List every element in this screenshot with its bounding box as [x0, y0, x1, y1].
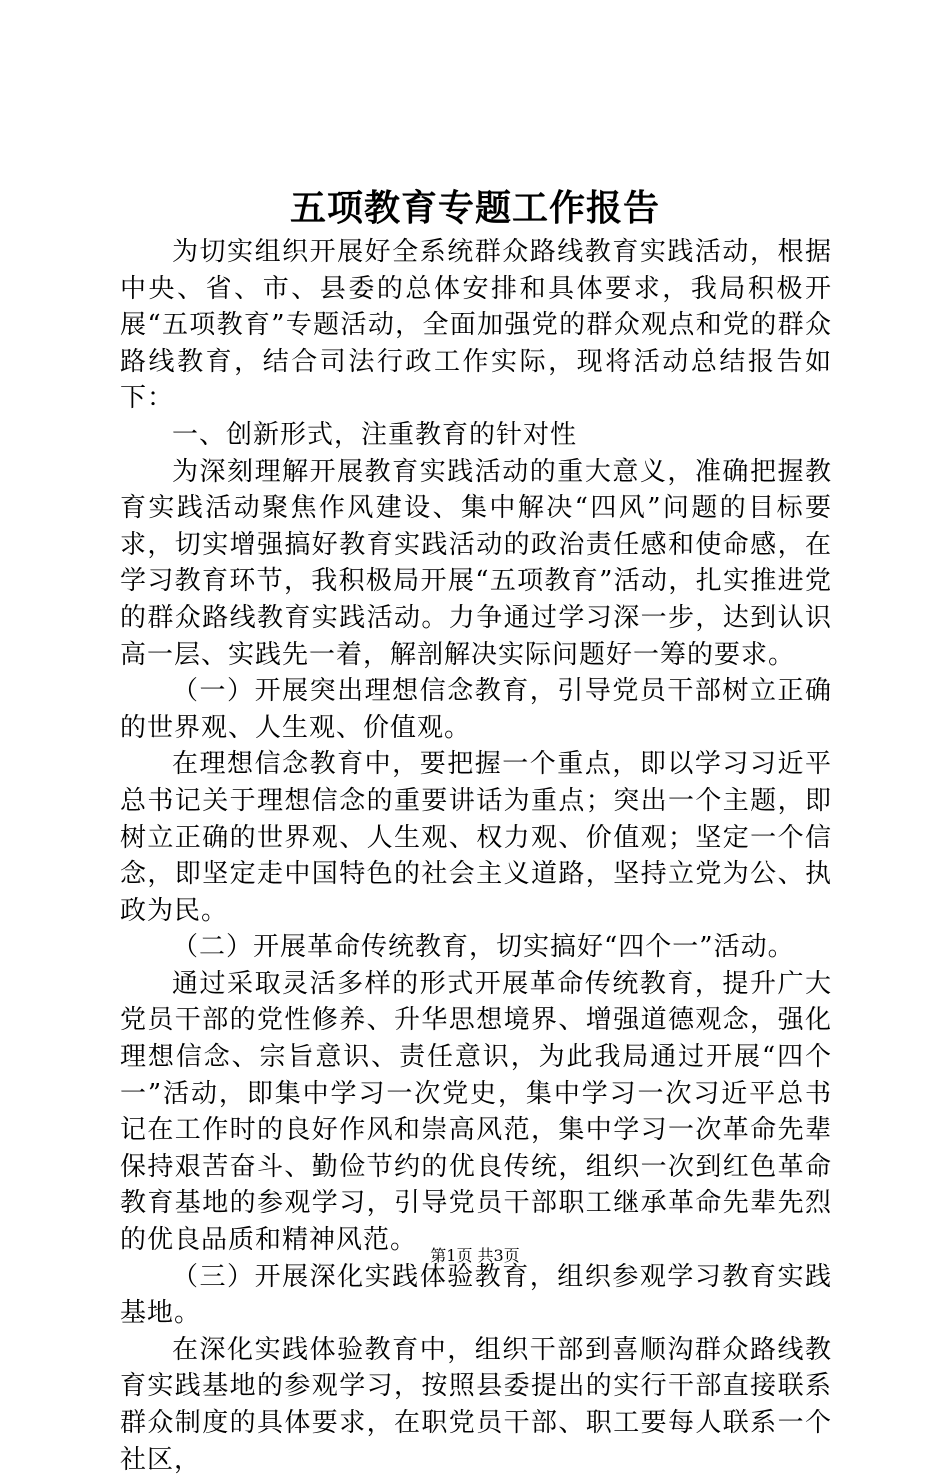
paragraph-section-1: 为深刻理解开展教育实践活动的重大意义，准确把握教育实践活动聚焦作风建设、集中解决“四风”问题的目标要求，切实增强搞好教育实践活动的政治责任感和使命感，在学习教育环节，我积极局开展“五项教育”活动，扎实推进党的群众路线教育实践活动。力争通过学习深一步，达到认识高一层、实践先一着，解剖解决实际问题好一筹的要求。 — [120, 456, 832, 670]
paragraph-sub-3: 在深化实践体验教育中，组织干部到喜顺沟群众路线教育实践基地的参观学习，按照县委提出的实行干部直接联系群众制度的具体要求，在职党员干部、职工要每人联系一个社区， — [120, 1334, 832, 1475]
document-body — [120, 234, 832, 1478]
subheading-2: （二）开展革命传统教育，切实搞好“四个一”活动。 — [172, 932, 795, 963]
document-title: 五项教育专题工作报告 — [289, 187, 660, 229]
paragraph-sub-2: 通过采取灵活多样的形式开展革命传统教育，提升广大党员干部的党性修养、升华思想境界、增强道德观念，强化理想信念、宗旨意识、责任意识，为此我局通过开展“四个一”活动，即集中学习一次党史，集中学习一次习近平总书记在工作时的良好作风和崇高风范，集中学习一次革命先辈保持艰苦奋斗、勤俭节约的优良传统，组织一次到红色革命教育基地的参观学习，引导党员干部职工继承革命先辈先烈的优良品质和精神风范。 — [120, 968, 832, 1256]
page-footer: 第1页 共3页 — [430, 1246, 520, 1265]
subheading-3: （三）开展深化实践体验教育，组织参观学习教育实践基地。 — [120, 1261, 832, 1329]
paragraph-sub-1: 在理想信念教育中，要把握一个重点，即以学习习近平总书记关于理想信念的重要讲话为重点；突出一个主题，即树立正确的世界观、人生观、权力观、价值观；坚定一个信念，即坚定走中国特色的社会主义道路，坚持立党为公、执政为民。 — [120, 749, 832, 926]
subheading-1: （一）开展突出理想信念教育，引导党员干部树立正确的世界观、人生观、价值观。 — [120, 676, 832, 743]
section-heading-1: 一、创新形式，注重教育的针对性 — [172, 419, 578, 450]
paragraph-intro: 为切实组织开展好全系统群众路线教育实践活动，根据中央、省、市、县委的总体安排和具体要求，我局积极开展“五项教育”专题活动，全面加强党的群众观点和党的群众路线教育，结合司法行政工作实际，现将活动总结报告如下： — [120, 237, 832, 414]
